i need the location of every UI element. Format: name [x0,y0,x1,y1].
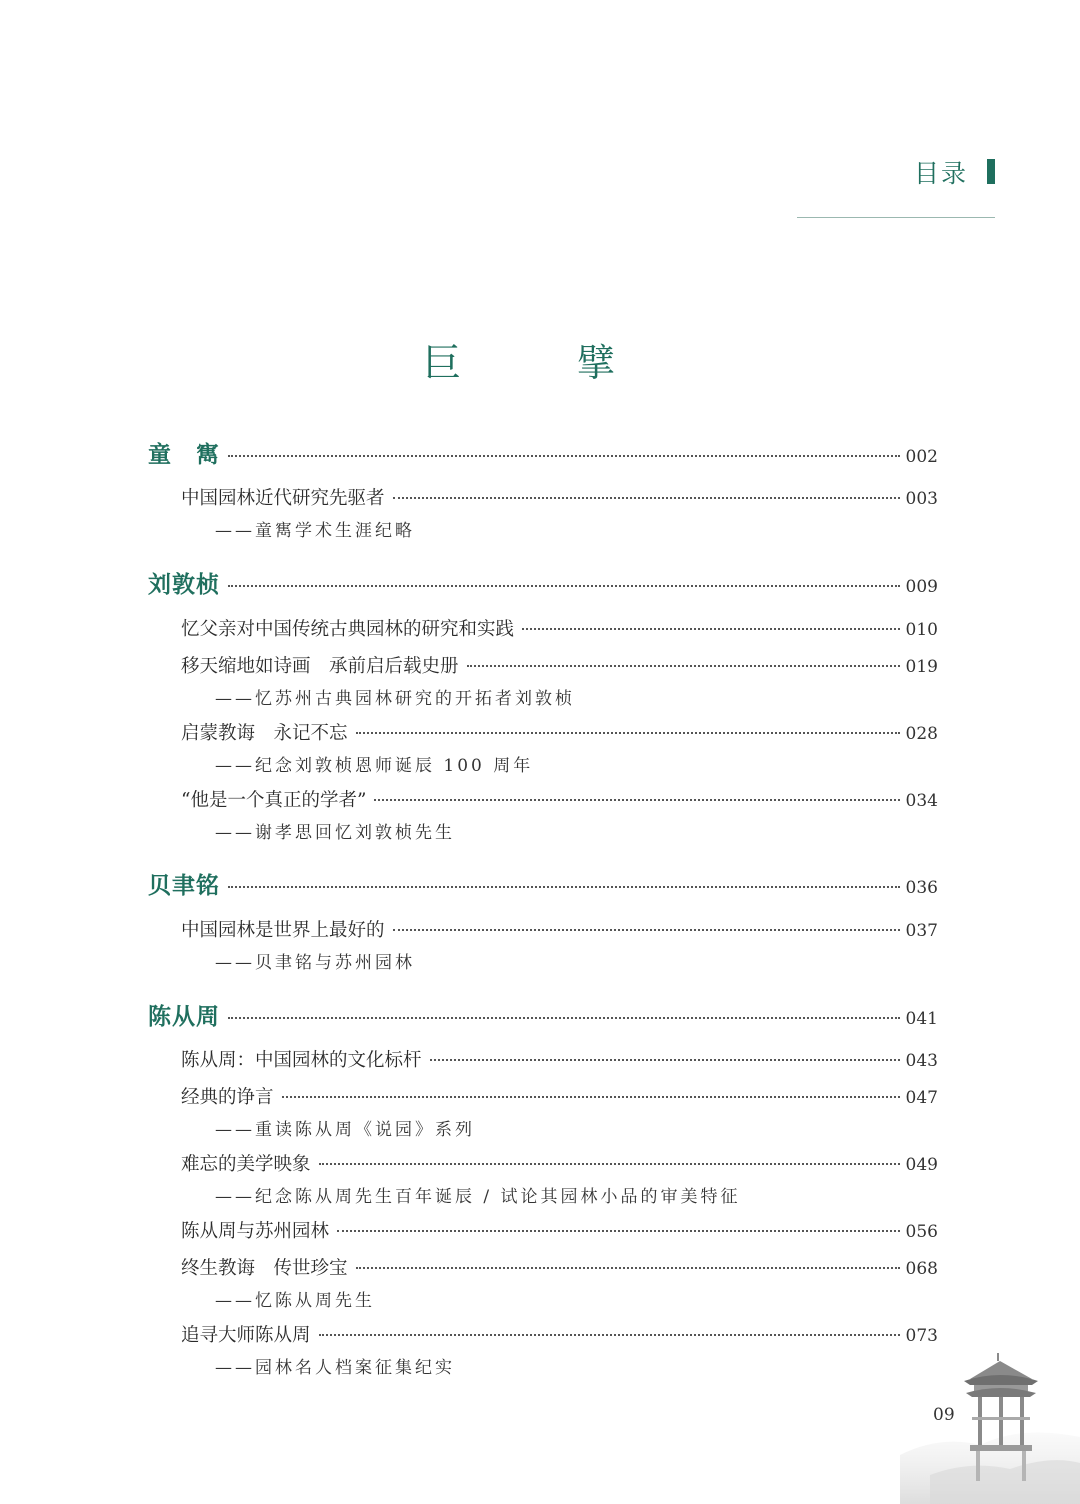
dot-leader [467,665,900,667]
toc-article-entry[interactable] [181,1150,938,1176]
toc-article-entry[interactable] [181,719,938,745]
article-title: 移天缩地如诗画 承前启后载史册 [181,656,459,677]
dot-leader [228,886,900,888]
article-title: 忆父亲对中国传统古典园林的研究和实践 [181,619,515,640]
article-subtitle: ——重读陈从周《说园》系列 [215,1120,475,1140]
article-subtitle: ——纪念陈从周先生百年诞辰 / 试论其园林小品的审美特征 [215,1187,741,1207]
page-ref: 068 [905,1259,938,1279]
page-ref: 043 [905,1051,938,1071]
article-title: 陈从周与苏州园林 [181,1221,330,1242]
dot-leader [393,497,900,499]
dot-leader [356,1267,900,1269]
page-ref: 047 [905,1088,938,1108]
section-title: 巨 擘 [422,341,668,385]
toc-article-entry[interactable] [181,484,938,510]
page-ref: 037 [905,921,938,941]
toc-article-entry[interactable] [181,615,938,641]
article-title: 启蒙教诲 永记不忘 [181,723,348,744]
dot-leader [228,585,900,587]
page-ref: 028 [905,724,938,744]
toc-author-entry[interactable] [148,867,938,900]
toc-header-title: 目录 [913,159,968,188]
page-ref: 036 [905,878,938,898]
toc-author-entry[interactable] [148,566,938,599]
author-name: 陈从周 [148,1004,220,1030]
toc-article-entry[interactable] [181,916,938,942]
dot-leader [522,628,900,630]
dot-leader [337,1230,900,1232]
dot-leader [228,1017,900,1019]
dot-leader [356,732,900,734]
article-title: 难忘的美学映象 [181,1154,311,1175]
dot-leader [374,799,899,801]
pavilion-illustration [900,1345,1080,1504]
article-title: 终生教诲 传世珍宝 [181,1258,348,1279]
article-title: 陈从周：中国园林的文化标杆 [181,1050,422,1071]
toc-article-entry[interactable] [181,1217,938,1243]
toc-article-entry[interactable] [181,1254,938,1280]
dot-leader [319,1334,900,1336]
article-subtitle: ——纪念刘敦桢恩师诞辰 100 周年 [215,756,534,776]
dot-leader [282,1096,900,1098]
page-ref: 049 [905,1155,938,1175]
toc-article-entry[interactable] [181,652,938,678]
toc-author-entry[interactable] [148,998,938,1031]
article-title: “他是一个真正的学者” [181,790,367,811]
article-subtitle: ——园林名人档案征集纪实 [215,1358,455,1378]
article-subtitle: ——谢孝思回忆刘敦桢先生 [215,823,455,843]
page-ref: 056 [905,1222,938,1242]
page-ref: 009 [905,577,938,597]
article-title: 中国园林是世界上最好的 [181,920,385,941]
article-title: 中国园林近代研究先驱者 [181,488,385,509]
article-title: 经典的诤言 [181,1087,274,1108]
page-ref: 003 [905,489,938,509]
dot-leader [430,1059,900,1061]
author-name: 童 寯 [148,442,220,468]
dot-leader [393,929,900,931]
dot-leader [228,455,900,457]
page-ref: 041 [905,1009,938,1029]
article-subtitle: ——忆陈从周先生 [215,1291,375,1311]
author-name: 贝聿铭 [148,873,220,899]
toc-article-entry[interactable] [181,1321,938,1347]
article-subtitle: ——童寯学术生涯纪略 [215,521,415,541]
page-ref: 010 [905,620,938,640]
toc-article-entry[interactable] [181,1046,938,1072]
toc-author-entry[interactable] [148,436,938,469]
page-ref: 002 [905,447,938,467]
page-ref: 034 [905,791,938,811]
author-name: 刘敦桢 [148,572,220,598]
article-subtitle: ——忆苏州古典园林研究的开拓者刘敦桢 [215,689,575,709]
toc-article-entry[interactable] [181,786,938,812]
page-ref: 073 [905,1326,938,1346]
page-ref: 019 [905,657,938,677]
toc-article-entry[interactable] [181,1083,938,1109]
article-title: 追寻大师陈从周 [181,1325,311,1346]
page-number: 09 [933,1405,955,1425]
article-subtitle: ——贝聿铭与苏州园林 [215,953,415,973]
dot-leader [319,1163,900,1165]
